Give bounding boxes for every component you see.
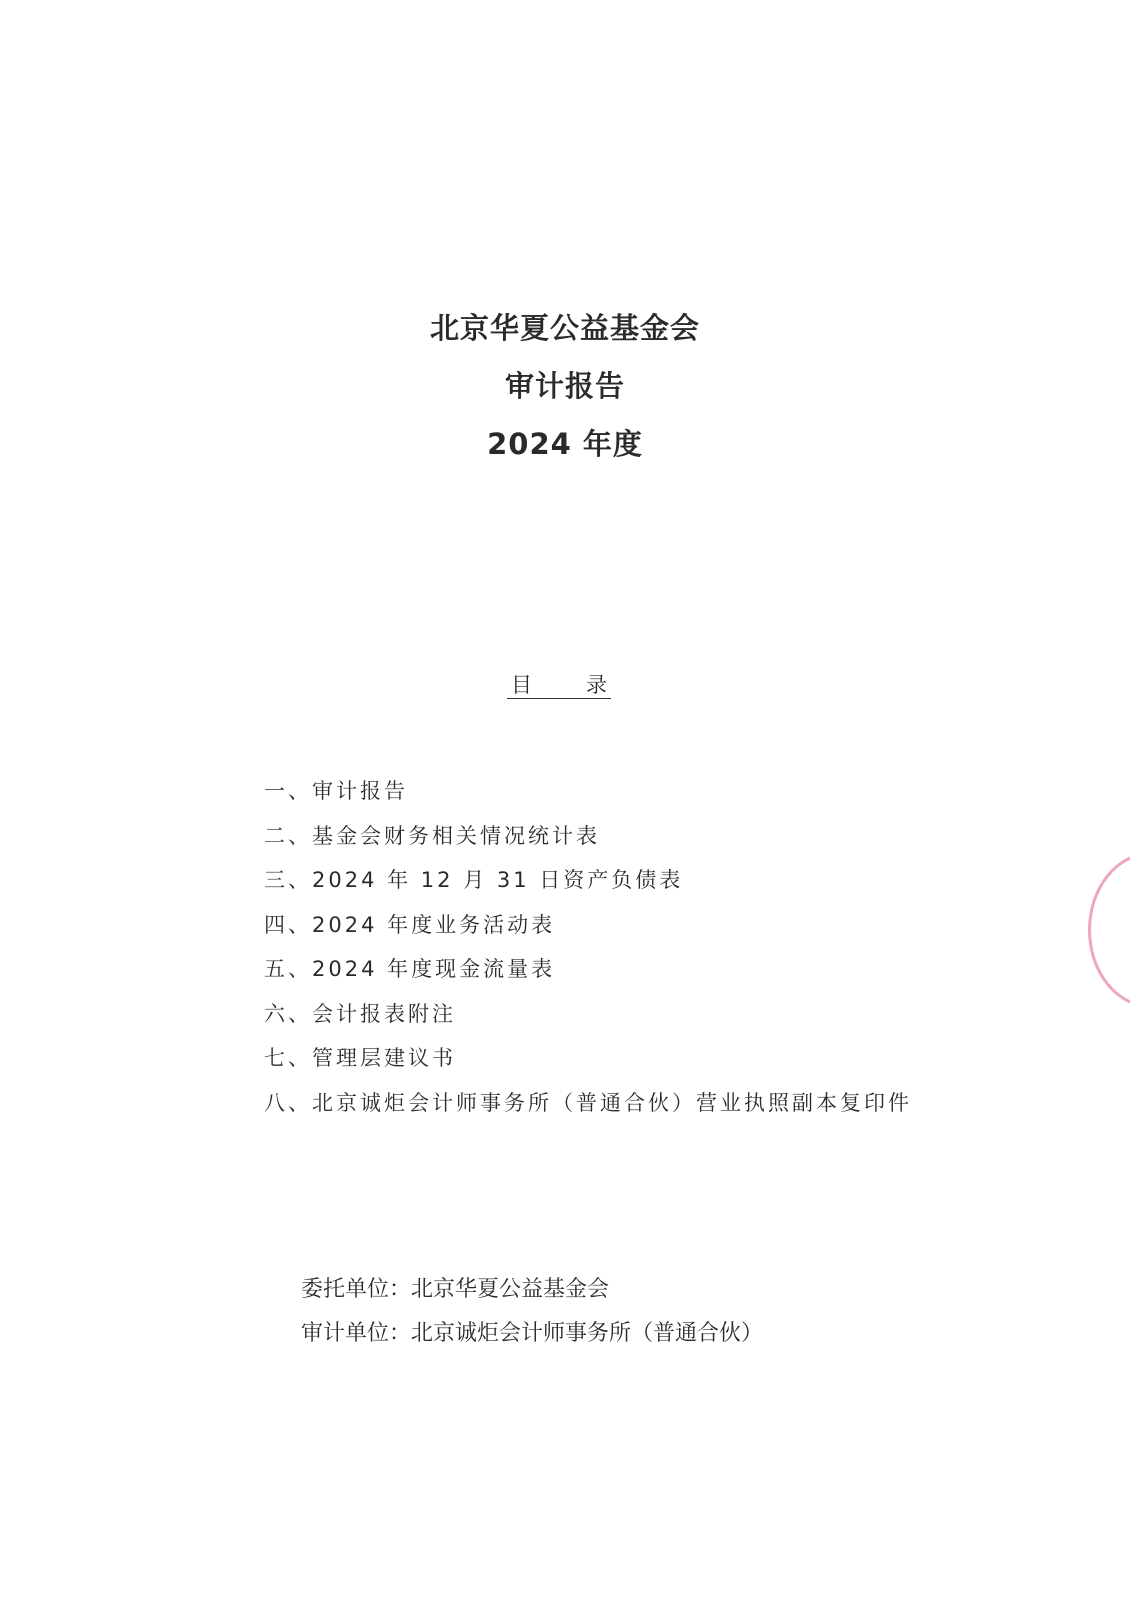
report-title: 审计报告 (504, 369, 625, 403)
client-line: 委托单位：北京华夏公益基金会 (301, 1277, 610, 1302)
organization-title: 北京华夏公益基金会 (429, 311, 700, 345)
toc-list (264, 776, 912, 1132)
report-year: 2024 年度 (487, 427, 643, 461)
auditor-line: 审计单位：北京诚炬会计师事务所（普通合伙） (301, 1321, 764, 1346)
toc-item: 六、会计报表附注 (264, 1001, 456, 1026)
toc-heading-right: 录 (586, 673, 607, 697)
toc-item: 三、2024 年 12 月 31 日资产负债表 (264, 868, 684, 892)
seal-stamp (1088, 852, 1130, 1008)
toc-item: 四、2024 年度业务活动表 (264, 912, 556, 937)
toc-heading (507, 672, 611, 699)
toc-item: 八、北京诚炬会计师事务所（普通合伙）营业执照副本复印件 (264, 1090, 912, 1115)
toc-item: 一、审计报告 (264, 779, 408, 803)
toc-heading-left: 目 (511, 673, 532, 697)
toc-item: 五、2024 年度现金流量表 (264, 957, 556, 981)
toc-item: 二、基金会财务相关情况统计表 (264, 823, 600, 848)
toc-item: 七、管理层建议书 (264, 1046, 456, 1070)
